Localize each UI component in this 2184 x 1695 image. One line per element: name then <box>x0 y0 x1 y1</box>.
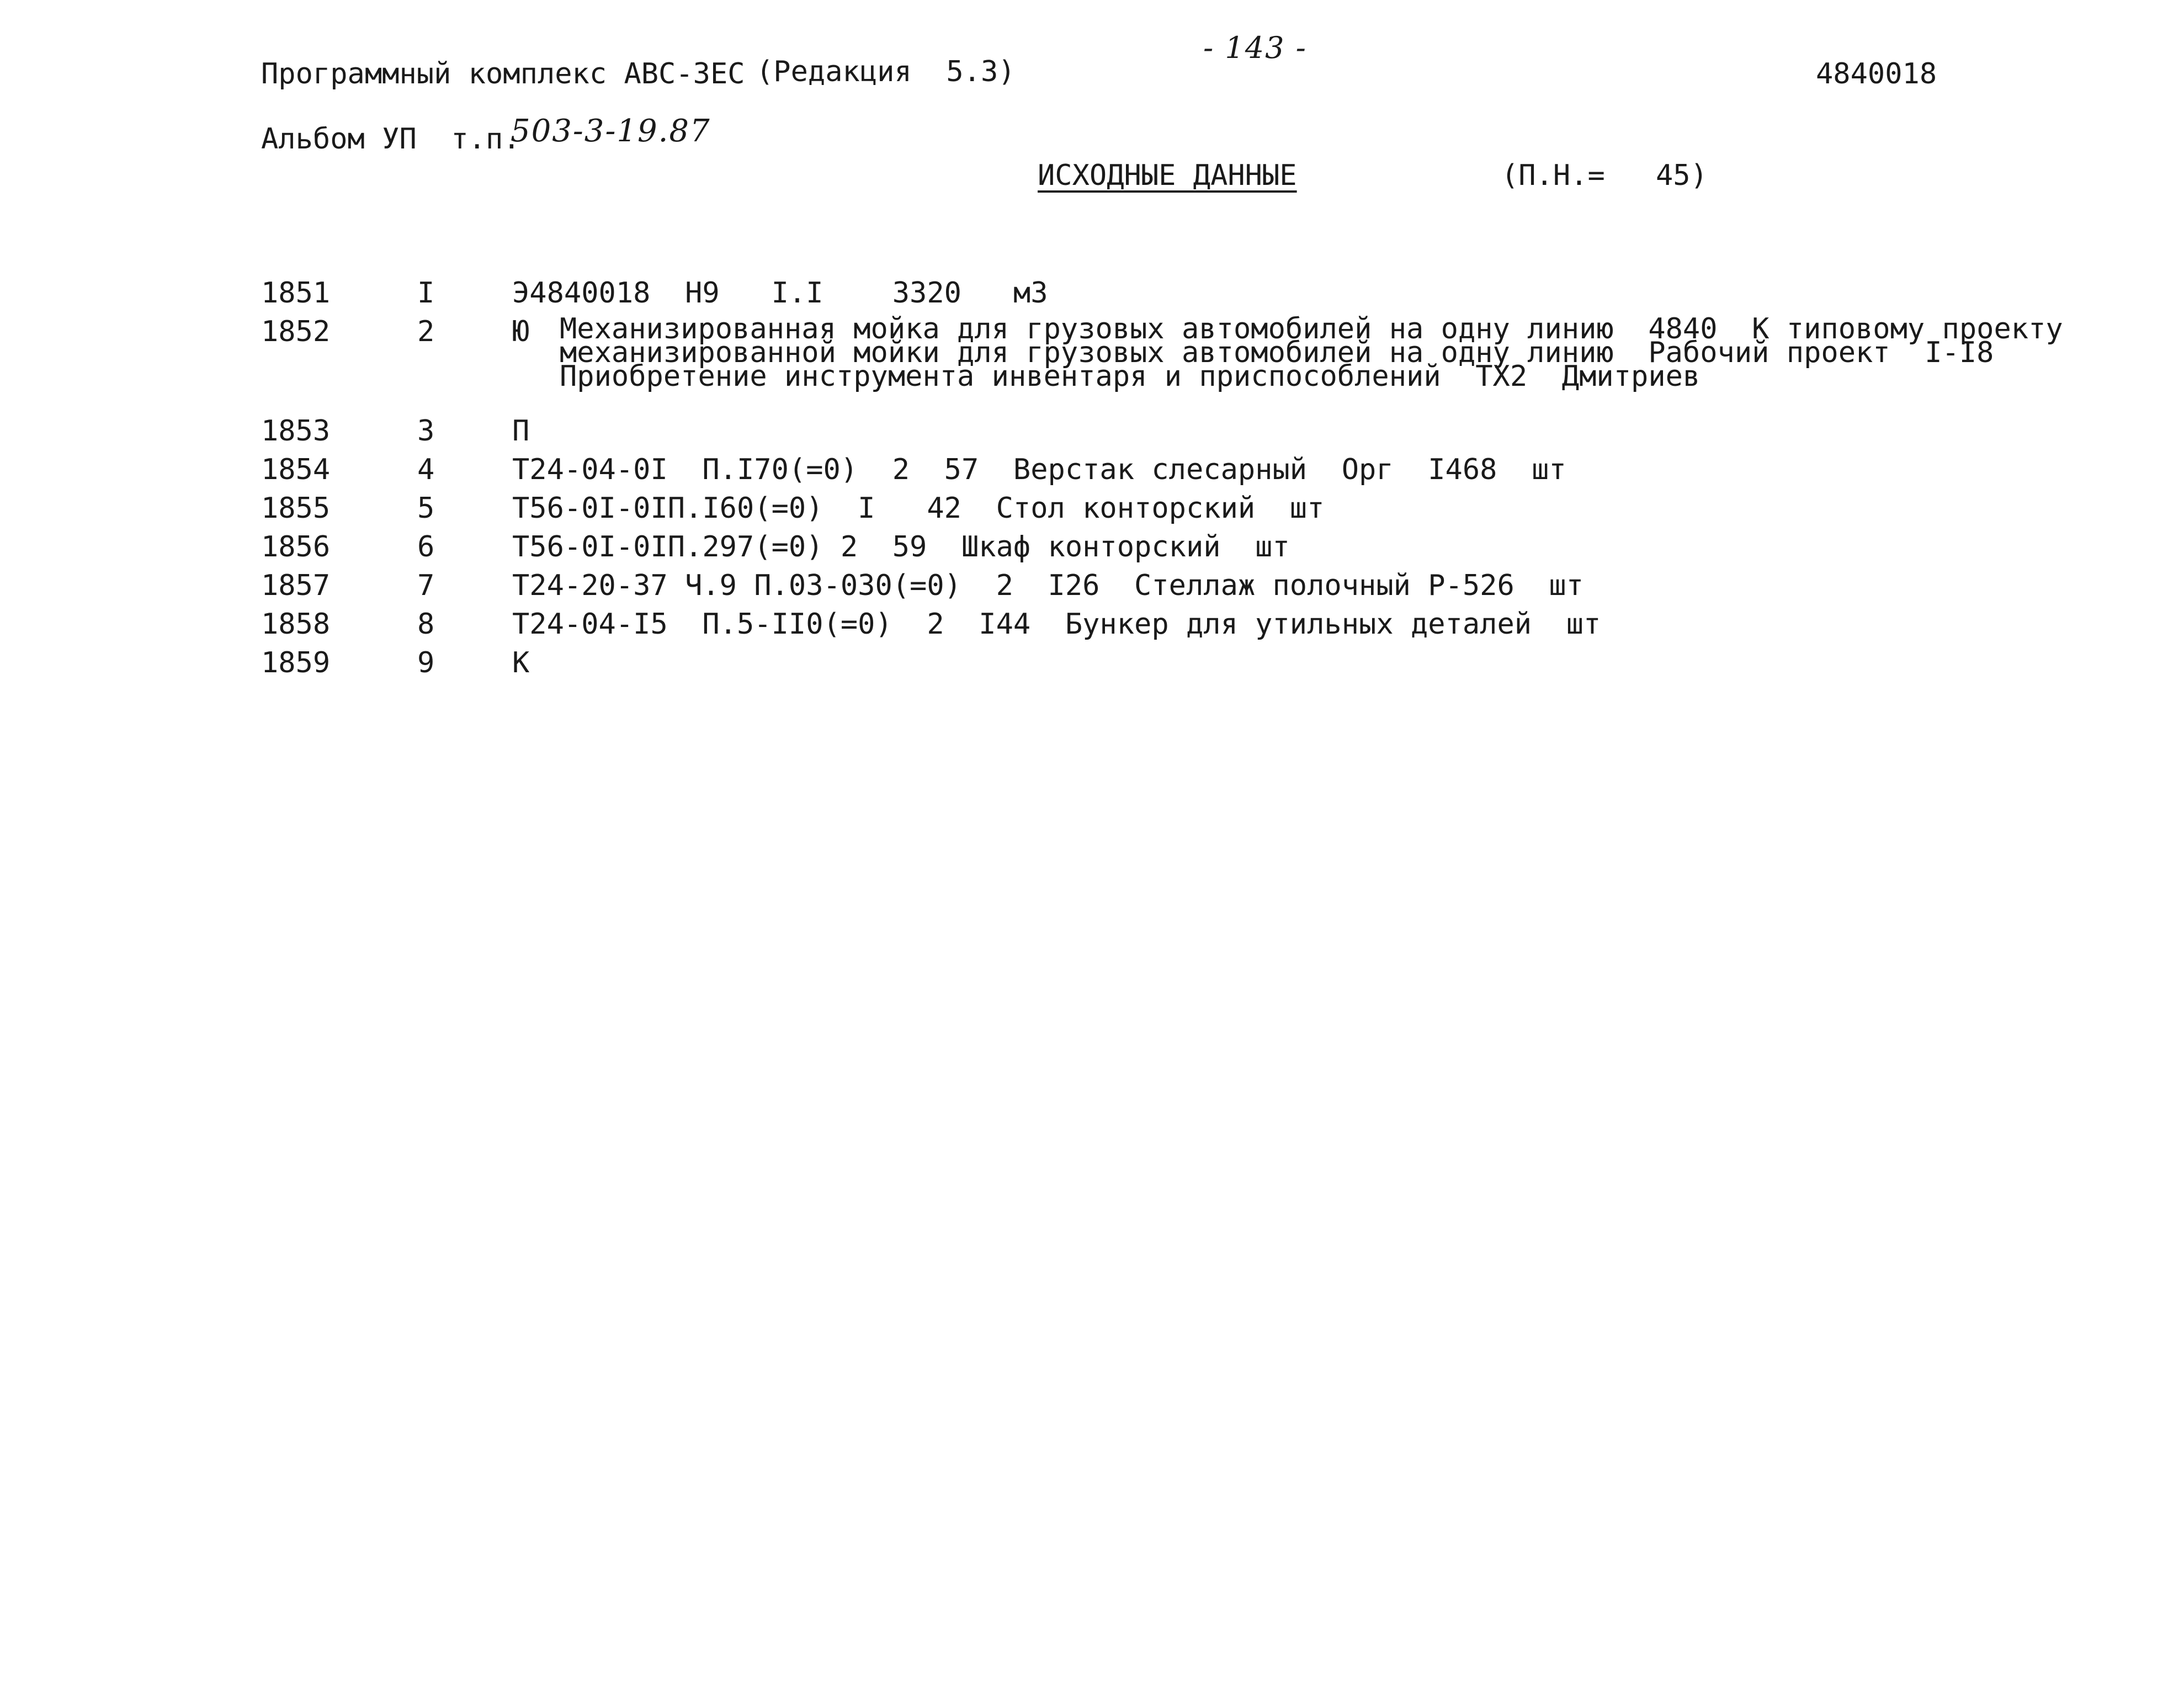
sequence-number: 8 <box>417 608 435 641</box>
sequence-number: I <box>417 277 435 310</box>
record-text: Т56-0I-0IП.I60(=0) I 42 Стол конторский шт <box>512 492 1325 525</box>
album-number: 503-3-19.87 <box>511 113 711 149</box>
record-text: П <box>512 415 530 448</box>
sequence-number: 5 <box>417 492 435 525</box>
record-text: Т24-04-0I П.I70(=0) 2 57 Верстак слесарный Орг I468 шт <box>512 453 1566 486</box>
record-text: Т24-20-37 Ч.9 П.03-030(=0) 2 I26 Стеллаж полочный Р-526 шт <box>512 569 1584 602</box>
sequence-number: 3 <box>417 415 435 448</box>
album-label: Альбом УП т.п. <box>261 123 520 156</box>
record-text: Т24-04-I5 П.5-II0(=0) 2 I44 Бункер для утильных деталей шт <box>512 608 1601 641</box>
document-code: 4840018 <box>1816 57 1937 91</box>
record-number: 1857 <box>261 569 331 602</box>
sequence-number: 9 <box>417 646 435 679</box>
record-text-line: Приобретение инструмента инвентаря и приспособлений ТХ2 Дмитриев <box>560 360 1701 393</box>
record-number: 1859 <box>261 646 331 679</box>
record-number: 1853 <box>261 415 331 448</box>
record-number: 1856 <box>261 530 331 564</box>
record-text-line: Механизированная мойка для грузовых автомобилей на одну линию 4840 К типовому проекту <box>560 312 2063 346</box>
record-number: 1855 <box>261 492 331 525</box>
record-number: 1852 <box>261 315 331 348</box>
sequence-number: 6 <box>417 530 435 564</box>
record-prefix: Ю <box>512 315 530 348</box>
pn-value: 45) <box>1656 159 1708 192</box>
sequence-number: 2 <box>417 315 435 348</box>
record-number: 1851 <box>261 277 331 310</box>
section-title: ИСХОДНЫЕ ДАННЫЕ <box>1038 159 1297 192</box>
record-text: Э4840018 Н9 I.I 3320 м3 <box>512 277 1048 310</box>
page-number: - 143 - <box>1203 30 1307 65</box>
sequence-number: 4 <box>417 453 435 486</box>
program-name: Программный комплекс АВС-3ЕС <box>261 57 745 91</box>
edition-label: (Редакция 5.3) <box>756 55 1016 88</box>
record-text: Т56-0I-0IП.297(=0) 2 59 Шкаф конторский шт <box>512 530 1290 564</box>
record-number: 1858 <box>261 608 331 641</box>
record-text: К <box>512 646 530 679</box>
record-text-line: механизированной мойки для грузовых автомобилей на одну линию Рабочий проект I-I8 <box>560 336 1994 369</box>
sequence-number: 7 <box>417 569 435 602</box>
pn-label: (П.Н.= <box>1501 159 1605 192</box>
record-number: 1854 <box>261 453 331 486</box>
